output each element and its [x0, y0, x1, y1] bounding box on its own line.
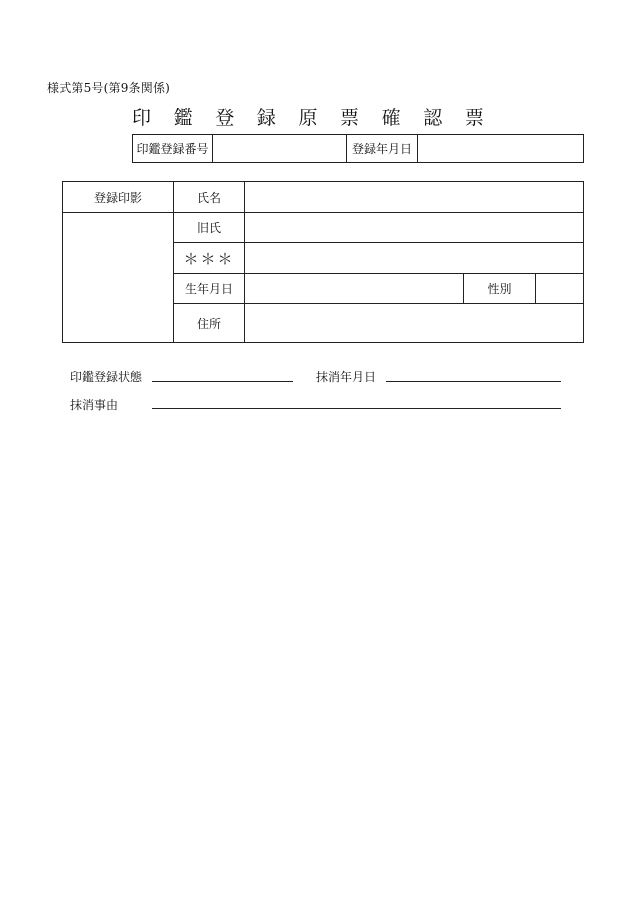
cancel-reason-line[interactable]: [152, 408, 561, 409]
cancel-date-label: 抹消年月日: [316, 370, 377, 384]
seal-status-label: 印鑑登録状態: [70, 370, 143, 384]
registration-number-field[interactable]: [213, 135, 347, 163]
registration-number-label: 印鑑登録番号: [133, 135, 213, 163]
title-char: 録: [256, 106, 276, 129]
seal-impression-label: 登録印影: [63, 182, 174, 213]
gender-field[interactable]: [536, 274, 584, 304]
masked-label: ＊＊＊: [174, 243, 245, 274]
registration-date-field[interactable]: [418, 135, 584, 163]
title-char: 票: [340, 106, 360, 129]
form-reference: 様式第5号(第9条関係): [47, 81, 171, 95]
document-title: [132, 102, 484, 130]
title-char: 印: [132, 106, 152, 129]
seal-status-line[interactable]: [152, 381, 293, 382]
gender-label: 性別: [464, 274, 536, 304]
registration-table: [132, 134, 584, 163]
title-char: 認: [423, 106, 443, 129]
address-label: 住所: [174, 304, 245, 343]
name-label: 氏名: [174, 182, 245, 213]
registration-date-label: 登録年月日: [347, 135, 418, 163]
former-name-field[interactable]: [245, 213, 584, 243]
cancel-reason-label: 抹消事由: [70, 398, 119, 412]
name-field[interactable]: [245, 182, 584, 213]
birth-date-label: 生年月日: [174, 274, 245, 304]
former-name-label: 旧氏: [174, 213, 245, 243]
address-field[interactable]: [245, 304, 584, 343]
title-char: 原: [298, 106, 318, 129]
title-char: 票: [464, 106, 484, 129]
title-char: 登: [215, 106, 235, 129]
masked-field[interactable]: [245, 243, 584, 274]
registrant-table: [62, 181, 584, 343]
seal-impression-box[interactable]: [63, 213, 174, 343]
cancel-date-line[interactable]: [386, 381, 561, 382]
title-char: 鑑: [173, 106, 193, 129]
birth-date-field[interactable]: [245, 274, 464, 304]
title-char: 確: [381, 106, 401, 129]
